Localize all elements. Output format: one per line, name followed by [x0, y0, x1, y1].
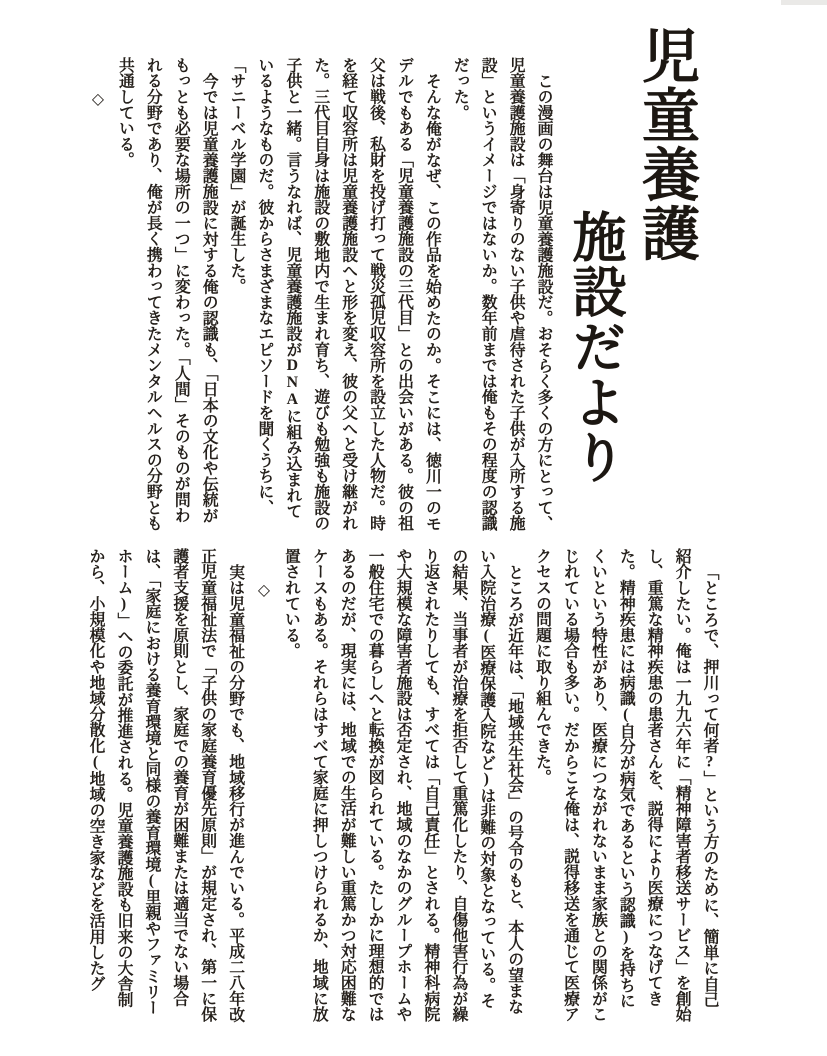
scan-edge-artifact [781, 0, 827, 5]
section-divider-2: ◇ [254, 579, 272, 599]
section-divider-1: ◇ [88, 88, 106, 108]
paragraph-1: この漫画の舞台は児童養護施設だ。おそらく多くの方にとって、児童養護施設は「身寄りのない子供や虐待された子供が入所する施設」というイメージではないか。数年前までは俺もその程度の認識だった。 [451, 57, 552, 531]
paragraph-5: ところが近年は、「地域共生社会」の号令のもと、本人の望まない入院治療(医療保護入院など)は非難の対象となっている。その結果、当事者が治療を拒否して重篤化したり、自傷他害行為が繰り返されたりしても、すべては「自己責任」とされる。精神科病院や大規模な障害者施設は否定され、地域のなかのグループホームや一般住宅での暮らしへと転換が図られている。たしかに理想的ではあるのだが、現実には、地域での生活が難しい重篤かつ対応困難なケースもある。それらはすべて家庭に押しつけられるか、地域に放置されている。 [282, 548, 523, 1022]
paragraph-3: 今では児童養護施設に対する俺の認識も、「日本の文化や伝統がもっとも必要な場所の一つ」に変わった。「人間」そのものが問われる分野であり、俺が長く携わってきたメンタルヘルスの分野とも共通している。 [116, 57, 218, 531]
essay-section-2 [79, 548, 723, 1022]
page-title-line1: 児童養護 [633, 26, 698, 263]
paragraph-4: 「ところで、押川って何者?」という方のために、簡単に自己紹介したい。俺は一九九六年に「精神障害者移送サービス」を創始し、重篤な精神疾患の患者さんを、説得により医療につなげてきた。精神疾患には病識(自分が病気であるという認識)を持ちにくいという特性があり、医療につながれないまま家族との関係がこじれている場合も多い。だからこそ俺は、説得移送を通じて医療アクセスの問題に取り組んできた。 [533, 548, 718, 1022]
paragraph-2: そんな俺がなぜ、この作品を始めたのか。そこには、徳川一のモデルでもある「児童養護施設の三代目」との出会いがある。彼の祖父は戦後、私財を投げ打って戦災孤児収容所を設立した人物だ。時を経て収容所は児童養護施設へと形を変え、彼の父へと受け継がれた。三代目自身は施設の敷地内で生まれ育ち、遊びも勉強も施設の子供と一緒。言うなれば、児童養護施設がDNAに組み込まれているようなものだ。彼からさまざまなエピソードを聞くうちに、「サニーベル学園」が誕生した。 [228, 57, 441, 531]
page-title-line2: 施設だより [565, 209, 625, 485]
paragraph-6: 実は児童福祉の分野でも、地域移行が進んでいる。平成二八年改正児童福祉法で「子供の家庭養育優先原則」が規定され、第一に保護者支援を原則とし、家庭での養育が困難または適当でない場合は、「家庭における養育環境と同様の養育環境(里親やファミリーホーム)」への委託が推進される。児童養護施設も旧来の大舎制から、小規模化や地域分散化(地域の空き家などを活用したグ [87, 548, 244, 1022]
essay-section-1 [81, 57, 557, 531]
